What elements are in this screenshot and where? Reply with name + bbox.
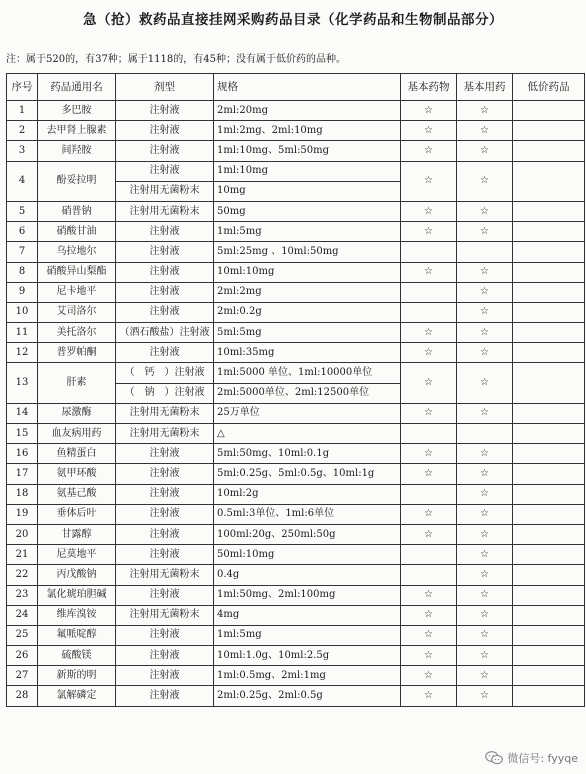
- row-number: 13: [7, 363, 38, 403]
- table-row: [7, 565, 585, 585]
- watermark: [481, 748, 582, 768]
- specification: 5ml:50mg、10ml:0.1g: [214, 444, 401, 464]
- drug-name: 尼莫地平: [38, 545, 116, 565]
- header-low-price: 低价药品: [513, 74, 585, 101]
- specification: 5ml:25mg 、10ml:50mg: [214, 242, 401, 262]
- dosage-form: 注射用无菌粉末: [116, 181, 214, 201]
- drug-name: 鱼精蛋白: [38, 444, 116, 464]
- dosage-form: 注射液: [116, 222, 214, 242]
- basic-use-mark: ☆: [457, 605, 513, 625]
- specification: 25万单位: [214, 403, 401, 423]
- specification: 50mg: [214, 201, 401, 221]
- row-number: 18: [7, 484, 38, 504]
- low-price-mark: [513, 101, 585, 121]
- specification: 1ml:50mg、2ml:100mg: [214, 585, 401, 605]
- row-number: 20: [7, 524, 38, 544]
- low-price-mark: [513, 222, 585, 242]
- dosage-form: 注射液: [116, 161, 214, 181]
- basic-use-mark: ☆: [457, 323, 513, 343]
- basic-use-mark: ☆: [457, 262, 513, 282]
- summary-note: 注：属于520的，有37种；属于1118的，有45种；没有属于低价药的品种。: [6, 54, 346, 65]
- specification: 1ml:2mg、2ml:10mg: [214, 121, 401, 141]
- row-number: 21: [7, 545, 38, 565]
- drug-name: 氟哌啶醇: [38, 625, 116, 645]
- dosage-form: （酒石酸盐）注射液: [116, 323, 214, 343]
- basic-use-mark: [457, 242, 513, 262]
- basic-drug-mark: [401, 242, 457, 262]
- drug-catalog-table: [6, 73, 585, 707]
- row-number: 25: [7, 625, 38, 645]
- basic-drug-mark: ☆: [401, 444, 457, 464]
- dosage-form: 注射液: [116, 484, 214, 504]
- dosage-form: 注射液: [116, 646, 214, 666]
- table-row: [7, 363, 585, 383]
- table-row: [7, 524, 585, 544]
- drug-name: 普罗帕酮: [38, 343, 116, 363]
- basic-use-mark: ☆: [457, 222, 513, 242]
- low-price-mark: [513, 262, 585, 282]
- basic-use-mark: ☆: [457, 302, 513, 322]
- dosage-form: 注射用无菌粉末: [116, 424, 214, 444]
- drug-name: 甘露醇: [38, 524, 116, 544]
- table-row: [7, 545, 585, 565]
- specification: 0.4g: [214, 565, 401, 585]
- basic-drug-mark: ☆: [401, 262, 457, 282]
- table-row: [7, 282, 585, 302]
- row-number: 1: [7, 101, 38, 121]
- table-row: [7, 666, 585, 686]
- basic-use-mark: ☆: [457, 565, 513, 585]
- table-row: [7, 222, 585, 242]
- basic-drug-mark: ☆: [401, 605, 457, 625]
- drug-name: 氨基己酸: [38, 484, 116, 504]
- table-row: [7, 262, 585, 282]
- table-row: [7, 585, 585, 605]
- basic-use-mark: ☆: [457, 363, 513, 403]
- specification: 5ml:5mg: [214, 323, 401, 343]
- dosage-form: （ 钠 ）注射液: [116, 383, 214, 403]
- basic-use-mark: ☆: [457, 121, 513, 141]
- basic-use-mark: ☆: [457, 101, 513, 121]
- table-row: [7, 403, 585, 423]
- row-number: 3: [7, 141, 38, 161]
- basic-drug-mark: ☆: [401, 686, 457, 706]
- basic-use-mark: ☆: [457, 343, 513, 363]
- watermark-text: 微信号: fyyqe: [507, 752, 578, 765]
- specification: △: [214, 424, 401, 444]
- low-price-mark: [513, 424, 585, 444]
- basic-drug-mark: ☆: [401, 201, 457, 221]
- row-number: 16: [7, 444, 38, 464]
- basic-drug-mark: ☆: [401, 625, 457, 645]
- low-price-mark: [513, 302, 585, 322]
- low-price-mark: [513, 403, 585, 423]
- row-number: 19: [7, 504, 38, 524]
- low-price-mark: [513, 242, 585, 262]
- basic-use-mark: ☆: [457, 666, 513, 686]
- basic-use-mark: ☆: [457, 403, 513, 423]
- row-number: 6: [7, 222, 38, 242]
- row-number: 10: [7, 302, 38, 322]
- row-number: 4: [7, 161, 38, 201]
- basic-use-mark: ☆: [457, 444, 513, 464]
- table-row: [7, 605, 585, 625]
- basic-drug-mark: ☆: [401, 121, 457, 141]
- specification: 1ml:5mg: [214, 222, 401, 242]
- dosage-form: 注射液: [116, 444, 214, 464]
- dosage-form: （ 钙 ）注射液: [116, 363, 214, 383]
- basic-drug-mark: ☆: [401, 323, 457, 343]
- dosage-form: 注射用无菌粉末: [116, 403, 214, 423]
- table-row: [7, 444, 585, 464]
- specification: 1ml:5000 单位、1ml:10000单位: [214, 363, 401, 383]
- drug-name: 垂体后叶: [38, 504, 116, 524]
- header-form: 剂型: [116, 74, 214, 101]
- low-price-mark: [513, 121, 585, 141]
- dosage-form: 注射液: [116, 141, 214, 161]
- low-price-mark: [513, 504, 585, 524]
- table-row: [7, 686, 585, 706]
- low-price-mark: [513, 666, 585, 686]
- dosage-form: 注射液: [116, 504, 214, 524]
- dosage-form: 注射液: [116, 464, 214, 484]
- specification: 2ml:20mg: [214, 101, 401, 121]
- low-price-mark: [513, 141, 585, 161]
- row-number: 9: [7, 282, 38, 302]
- drug-name: 间羟胺: [38, 141, 116, 161]
- basic-use-mark: ☆: [457, 161, 513, 201]
- specification: 10ml:10mg: [214, 262, 401, 282]
- specification: 0.5ml:3单位、1ml:6单位: [214, 504, 401, 524]
- drug-name: 氯解磷定: [38, 686, 116, 706]
- drug-name: 肝素: [38, 363, 116, 403]
- basic-use-mark: ☆: [457, 646, 513, 666]
- basic-use-mark: ☆: [457, 625, 513, 645]
- dosage-form: 注射液: [116, 545, 214, 565]
- row-number: 5: [7, 201, 38, 221]
- drug-name: 维库溴铵: [38, 605, 116, 625]
- specification: 4mg: [214, 605, 401, 625]
- drug-name: 多巴胺: [38, 101, 116, 121]
- table-row: [7, 302, 585, 322]
- low-price-mark: [513, 282, 585, 302]
- specification: 1ml:10mg: [214, 161, 401, 181]
- low-price-mark: [513, 444, 585, 464]
- drug-name: 氯化琥珀胆碱: [38, 585, 116, 605]
- dosage-form: 注射液: [116, 242, 214, 262]
- table-row: [7, 464, 585, 484]
- basic-drug-mark: ☆: [401, 504, 457, 524]
- drug-name: 尼卡地平: [38, 282, 116, 302]
- row-number: 28: [7, 686, 38, 706]
- dosage-form: 注射用无菌粉末: [116, 565, 214, 585]
- basic-drug-mark: ☆: [401, 646, 457, 666]
- basic-drug-mark: [401, 545, 457, 565]
- drug-name: 美托洛尔: [38, 323, 116, 343]
- drug-name: 新斯的明: [38, 666, 116, 686]
- basic-drug-mark: [401, 484, 457, 504]
- page-title: 急（抢）救药品直接挂网采购药品目录（化学药品和生物制品部分）: [83, 12, 503, 28]
- header-basic-drug: 基本药物: [401, 74, 457, 101]
- dosage-form: 注射液: [116, 625, 214, 645]
- drug-name: 血友病用药: [38, 424, 116, 444]
- basic-drug-mark: ☆: [401, 524, 457, 544]
- low-price-mark: [513, 585, 585, 605]
- dosage-form: 注射液: [116, 101, 214, 121]
- basic-drug-mark: ☆: [401, 585, 457, 605]
- specification: 5ml:0.25g、5ml:0.5g、10ml:1g: [214, 464, 401, 484]
- dosage-form: 注射液: [116, 666, 214, 686]
- basic-drug-mark: ☆: [401, 101, 457, 121]
- dosage-form: 注射液: [116, 282, 214, 302]
- header-no: 序号: [7, 74, 38, 101]
- drug-name: 硝普钠: [38, 201, 116, 221]
- wechat-icon: [485, 750, 503, 766]
- low-price-mark: [513, 646, 585, 666]
- table-row: [7, 646, 585, 666]
- row-number: 17: [7, 464, 38, 484]
- basic-drug-mark: ☆: [401, 464, 457, 484]
- low-price-mark: [513, 545, 585, 565]
- header-name: 药品通用名: [38, 74, 116, 101]
- basic-use-mark: ☆: [457, 545, 513, 565]
- basic-use-mark: ☆: [457, 201, 513, 221]
- basic-use-mark: ☆: [457, 524, 513, 544]
- dosage-form: 注射液: [116, 686, 214, 706]
- drug-name: 硝酸甘油: [38, 222, 116, 242]
- basic-drug-mark: ☆: [401, 666, 457, 686]
- basic-drug-mark: [401, 565, 457, 585]
- table-row: [7, 343, 585, 363]
- table-row: [7, 201, 585, 221]
- specification: 1ml:5mg: [214, 625, 401, 645]
- low-price-mark: [513, 464, 585, 484]
- drug-name: 硝酸异山梨酯: [38, 262, 116, 282]
- low-price-mark: [513, 161, 585, 201]
- basic-drug-mark: ☆: [401, 363, 457, 403]
- specification: 2ml:5000单位、2ml:12500单位: [214, 383, 401, 403]
- low-price-mark: [513, 343, 585, 363]
- specification: 10ml:35mg: [214, 343, 401, 363]
- basic-use-mark: ☆: [457, 686, 513, 706]
- basic-use-mark: ☆: [457, 464, 513, 484]
- dosage-form: 注射液: [116, 585, 214, 605]
- dosage-form: 注射用无菌粉末: [116, 605, 214, 625]
- table-row: [7, 161, 585, 181]
- dosage-form: 注射液: [116, 302, 214, 322]
- basic-drug-mark: [401, 302, 457, 322]
- basic-drug-mark: ☆: [401, 161, 457, 201]
- basic-drug-mark: ☆: [401, 222, 457, 242]
- row-number: 24: [7, 605, 38, 625]
- table-header-row: [7, 74, 585, 101]
- specification: 10ml:2g: [214, 484, 401, 504]
- basic-use-mark: [457, 424, 513, 444]
- drug-name: 酚妥拉明: [38, 161, 116, 201]
- basic-drug-mark: [401, 282, 457, 302]
- drug-name: 丙戊酸钠: [38, 565, 116, 585]
- dosage-form: 注射液: [116, 343, 214, 363]
- low-price-mark: [513, 686, 585, 706]
- low-price-mark: [513, 484, 585, 504]
- drug-name: 氨甲环酸: [38, 464, 116, 484]
- row-number: 2: [7, 121, 38, 141]
- row-number: 23: [7, 585, 38, 605]
- table-row: [7, 504, 585, 524]
- table-row: [7, 141, 585, 161]
- basic-drug-mark: ☆: [401, 403, 457, 423]
- low-price-mark: [513, 565, 585, 585]
- basic-drug-mark: ☆: [401, 141, 457, 161]
- table-row: [7, 424, 585, 444]
- low-price-mark: [513, 524, 585, 544]
- specification: 10mg: [214, 181, 401, 201]
- basic-drug-mark: ☆: [401, 343, 457, 363]
- drug-name: 去甲肾上腺素: [38, 121, 116, 141]
- low-price-mark: [513, 625, 585, 645]
- row-number: 8: [7, 262, 38, 282]
- row-number: 15: [7, 424, 38, 444]
- row-number: 22: [7, 565, 38, 585]
- table-row: [7, 242, 585, 262]
- basic-use-mark: ☆: [457, 282, 513, 302]
- drug-name: 硫酸镁: [38, 646, 116, 666]
- specification: 1ml:10mg、5ml:50mg: [214, 141, 401, 161]
- specification: 100ml:20g、250ml:50g: [214, 524, 401, 544]
- table-row: [7, 101, 585, 121]
- row-number: 11: [7, 323, 38, 343]
- dosage-form: 注射液: [116, 121, 214, 141]
- drug-name: 尿激酶: [38, 403, 116, 423]
- specification: 2ml:0.25g、2ml:0.5g: [214, 686, 401, 706]
- dosage-form: 注射用无菌粉末: [116, 201, 214, 221]
- basic-use-mark: ☆: [457, 484, 513, 504]
- specification: 50ml:10mg: [214, 545, 401, 565]
- row-number: 7: [7, 242, 38, 262]
- specification: 2ml:2mg: [214, 282, 401, 302]
- row-number: 26: [7, 646, 38, 666]
- row-number: 12: [7, 343, 38, 363]
- low-price-mark: [513, 201, 585, 221]
- basic-use-mark: ☆: [457, 504, 513, 524]
- table-row: [7, 323, 585, 343]
- low-price-mark: [513, 323, 585, 343]
- dosage-form: 注射液: [116, 262, 214, 282]
- header-spec: 规格: [214, 74, 401, 101]
- row-number: 27: [7, 666, 38, 686]
- drug-name: 乌拉地尔: [38, 242, 116, 262]
- low-price-mark: [513, 605, 585, 625]
- basic-use-mark: ☆: [457, 585, 513, 605]
- dosage-form: 注射液: [116, 524, 214, 544]
- basic-use-mark: ☆: [457, 141, 513, 161]
- table-row: [7, 484, 585, 504]
- specification: 1ml:0.5mg、2ml:1mg: [214, 666, 401, 686]
- table-row: [7, 121, 585, 141]
- basic-drug-mark: [401, 424, 457, 444]
- specification: 10ml:1.0g、10ml:2.5g: [214, 646, 401, 666]
- specification: 2ml:0.2g: [214, 302, 401, 322]
- table-row: [7, 625, 585, 645]
- row-number: 14: [7, 403, 38, 423]
- low-price-mark: [513, 363, 585, 403]
- drug-name: 艾司洛尔: [38, 302, 116, 322]
- header-basic-use: 基本用药: [457, 74, 513, 101]
